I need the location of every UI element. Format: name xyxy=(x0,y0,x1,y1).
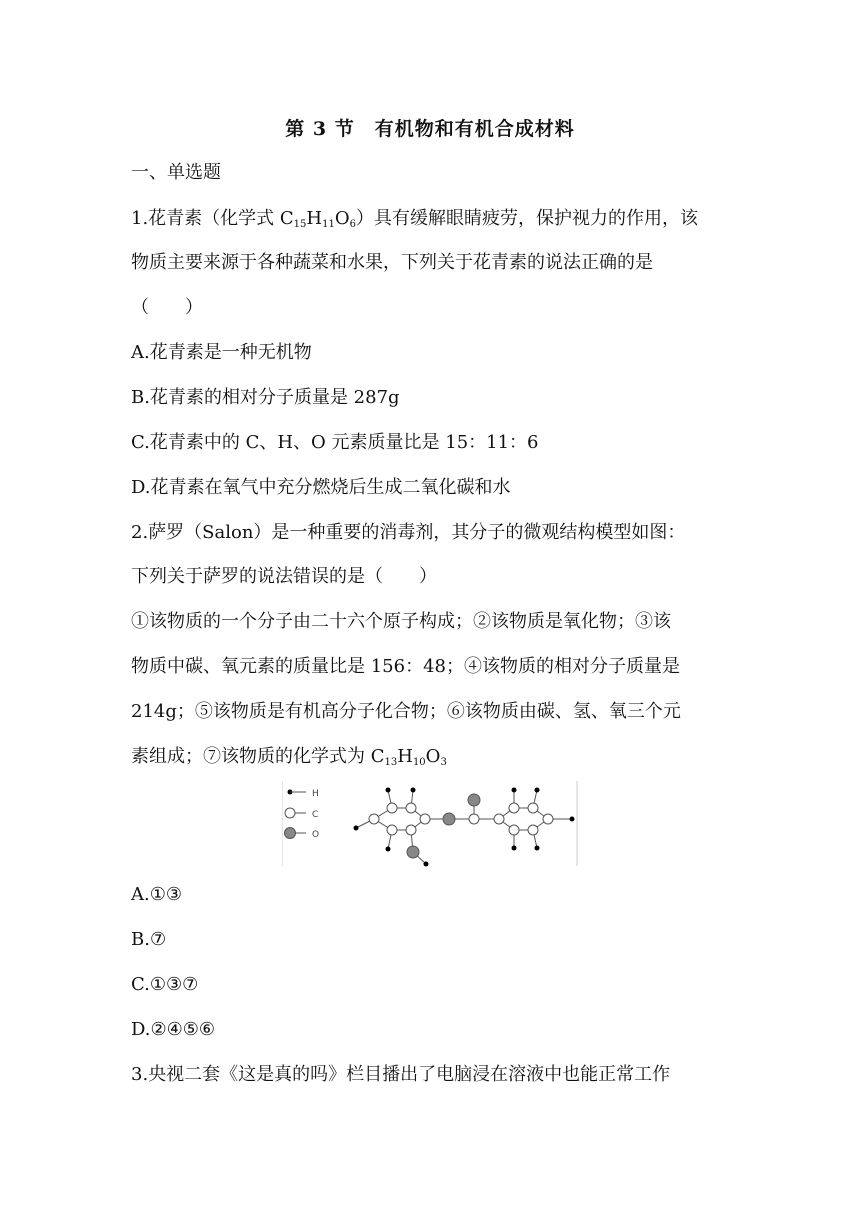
q1-option-c: C.花青素中的 C、H、O 元素质量比是 15：11：6 xyxy=(131,432,539,453)
q2-stem-line-2: 下列关于萨罗的说法错误的是（ ） xyxy=(131,566,437,587)
page-title: 第 3 节 有机物和有机合成材料 xyxy=(285,118,575,140)
salol-molecule-model-figure xyxy=(282,781,582,871)
legend-carbon xyxy=(285,808,318,820)
q2-option-a: A.①③ xyxy=(131,884,182,905)
legend-hydrogen xyxy=(288,789,319,799)
oxygen-atoms xyxy=(407,794,480,858)
q1-option-d: D.花青素在氧气中充分燃烧后生成二氧化碳和水 xyxy=(131,477,511,498)
q2-stem-line-1: 2.萨罗（Salon）是一种重要的消毒剂，其分子的微观结构模型如图： xyxy=(131,522,686,543)
q3-stem-line-1: 3.央视二套《这是真的吗》栏目播出了电脑浸在溶液中也能正常工作 xyxy=(131,1064,671,1085)
q2-stem-line-6: 素组成；⑦该物质的化学式为 $C_{13}H_{10}O_3$ xyxy=(131,746,447,768)
q1-stem-line-2: 物质主要来源于各种蔬菜和水果，下列关于花青素的说法正确的是 xyxy=(131,252,653,273)
q2-option-c: C.①③⑦ xyxy=(131,974,199,995)
section-heading: 一、单选题 xyxy=(131,162,221,183)
q1-stem-line-3: （ ） xyxy=(131,297,203,318)
svg-text:C: C xyxy=(312,810,319,820)
q2-option-b: B.⑦ xyxy=(131,929,167,950)
q2-stem-line-5: 214g；⑤该物质是有机高分子化合物；⑥该物质由碳、氢、氧三个元 xyxy=(131,701,681,722)
legend-oxygen xyxy=(285,828,320,841)
q1-option-a: A.花青素是一种无机物 xyxy=(131,342,312,363)
svg-text:O: O xyxy=(312,830,320,840)
q1-option-b: B.花青素的相对分子质量是 287g xyxy=(131,387,400,408)
q2-option-d: D.②④⑤⑥ xyxy=(131,1019,216,1040)
q2-stem-line-3: ①该物质的一个分子由二十六个原子构成；②该物质是氧化物；③该 xyxy=(131,611,671,632)
q2-stem-line-4: 物质中碳、氧元素的质量比是 156：48；④该物质的相对分子质量是 xyxy=(131,656,680,677)
svg-text:H: H xyxy=(312,789,319,799)
q1-stem-line-1: 1.花青素（化学式 $C_{15}H_{11}O_6$）具有缓解眼睛疲劳，保护视力的作用，该 xyxy=(131,208,698,230)
